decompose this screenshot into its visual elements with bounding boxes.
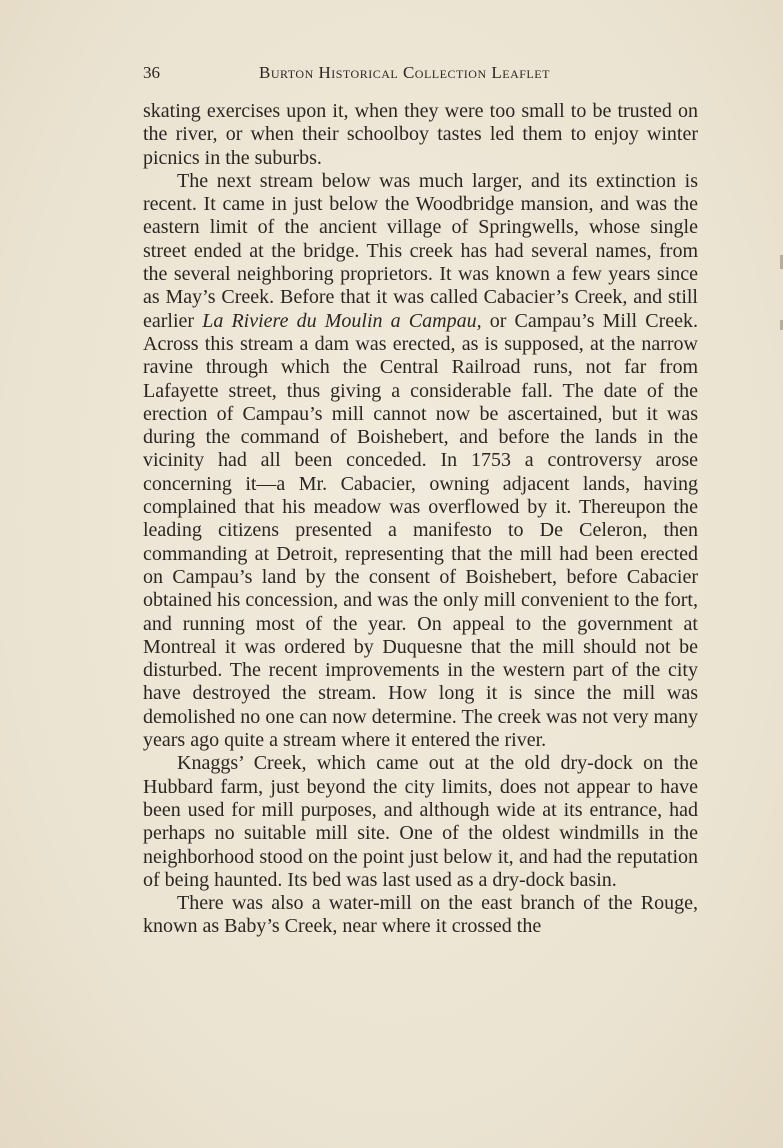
italic-creek-name: La Riviere du Moulin a Campau,: [202, 309, 482, 332]
body-text: [143, 100, 698, 939]
paragraph-knaggs-creek: Knaggs’ Creek, which came out at the old dry-dock on the Hubbard farm, just beyond the city limits, does not appear to have been used for mill purposes, and although wide at its entrance, had perhaps no suitable mill site. One of the oldest windmills in the neighborhood stood on the point just below it, and had the reputation of being haunted. Its bed was last used as a dry-dock basin.: [143, 752, 698, 891]
paragraph-continuation: skating exercises upon it, when they were too small to be trusted on the river, or when their schoolboy tastes led them to enjoy winter picnics in the suburbs.: [143, 100, 698, 169]
paragraph-text: or Campau’s Mill Creek. Across this stream a dam was erected, as is supposed, at the narrow ravine through which the Central Railroad runs, not far from Lafayette street, thus giving a considerable fall. The date of the erection of Campau’s mill cannot now be ascertained, but it was during the command of Boishebert, and before the lands in the vicinity had all been conceded. In 1753 a controversy arose concerning it—a Mr. Cabacier, owning adjacent lands, having complained that his meadow was overflowed by it. Thereupon the leading citizens presented a manifesto to De Celeron, then commanding at Detroit, representing that the mill had been erected on Campau’s land by the consent of Boishebert, before Cabacier obtained his concession, and was the only mill convenient to the fort, and running most of the year. On appeal to the government at Montreal it was ordered by Duquesne that the mill should not be disturbed. The recent improvements in the western part of the city have destroyed the stream. How long it is since the mill was demolished no one can now determine. The creek was not very many years ago quite a stream where it entered the river.: [143, 309, 698, 752]
paragraph-mill-creek: [143, 170, 698, 752]
running-title: Burton Historical Collection Leaflet: [259, 63, 550, 82]
paragraph-baby-creek: There was also a water-mill on the east branch of the Rouge, known as Baby’s Creek, near where it crossed the: [143, 892, 698, 938]
page-header: [143, 63, 698, 87]
page-number: 36: [143, 63, 160, 82]
paragraph-text: The next stream below was much larger, and its extinction is recent. It came in just below the Woodbridge mansion, and was the eastern limit of the ancient village of Springwells, whose single street ended at the bridge. This creek has had several names, from the several neighboring proprietors. It was known a few years since as May’s Creek. Before that it was called Cabacier’s Creek, and still earlier: [143, 169, 698, 332]
